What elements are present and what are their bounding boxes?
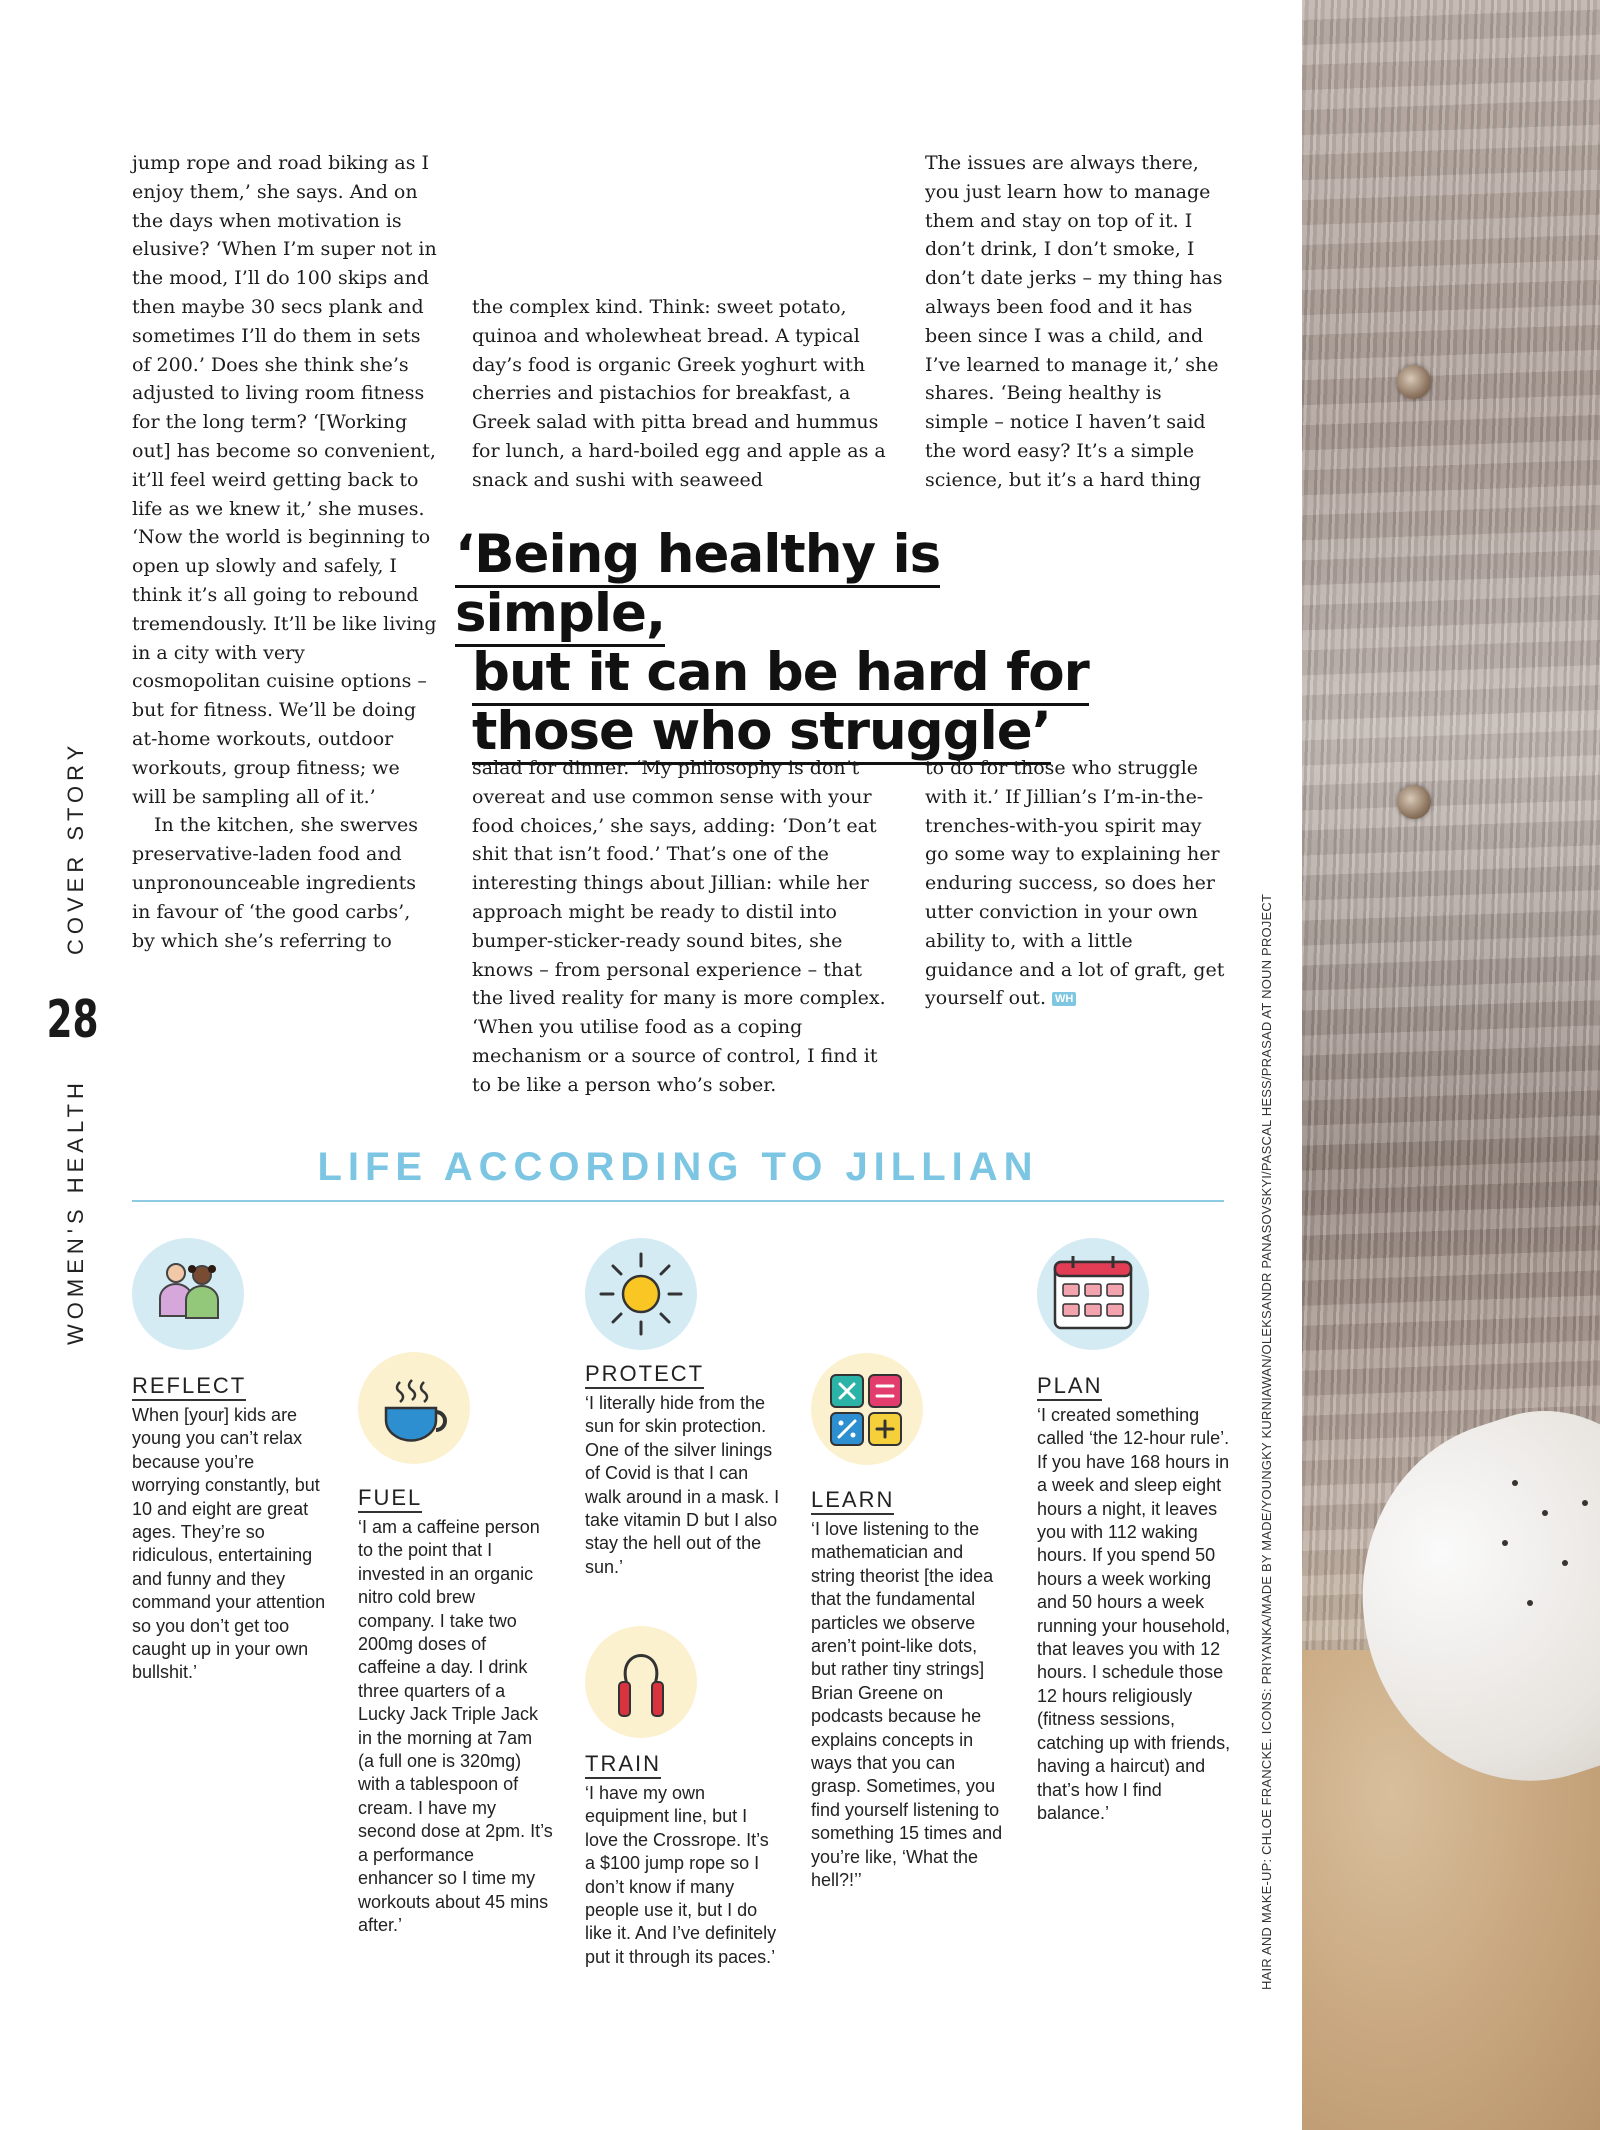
item-text-train: ‘I have my own equipment line, but I love the Crossrope. It’s a $100 jump rope so I don’t know if many people use it, but I do like it. And I’ve definitely put it through its paces.’	[585, 1783, 777, 1967]
running-header	[40, 740, 99, 1355]
item-title-protect: PROTECT	[585, 1362, 704, 1389]
item-title-fuel: FUEL	[358, 1486, 422, 1513]
end-mark: WH	[1052, 992, 1076, 1006]
item-text-fuel: ‘I am a caffeine person to the point that I invested in an organic nitro cold brew company. I take two 200mg doses of caffeine a day. I drink three quarters of a Lucky Jack Triple Jack in the morning at 7am (a full one is 320mg) with a tablespoon of cream. I have my second dose at 2pm. It’s a performance enhancer so I time my workouts about 45 mins after.’	[358, 1517, 553, 1935]
item-title-learn: LEARN	[811, 1488, 894, 1515]
pull-quote-line: ‘Being healthy is simple,	[455, 524, 940, 647]
box-title: LIFE ACCORDING TO JILLIAN	[317, 1145, 1039, 1189]
pull-quote-line: but it can be hard for	[472, 642, 1089, 706]
cover-photo	[1302, 0, 1600, 2130]
box-divider	[132, 1200, 1224, 1202]
sun-icon	[585, 1238, 697, 1350]
article-paragraph: the complex kind. Think: sweet potato, quinoa and wholewheat bread. A typical day’s food is organic Greek yoghurt with cherries and pistachios for breakfast, a Greek salad with pitta bread and hummus for lunch, a hard-boiled egg and apple as a snack and sushi with seaweed	[472, 296, 886, 491]
item-text-plan: ‘I created something called ‘the 12-hour rule’. If you have 168 hours in a week and sleep eight hours a night, it leaves you with 112 waking hours. If you spend 50 hours a week working and 50 hours a week running your household, that leaves you with 12 hours. I schedule those 12 hours religiously (fitness sessions, catching up with friends, having a haircut) and that’s how I find balance.’	[1037, 1405, 1231, 1823]
jump-rope-icon	[585, 1626, 697, 1738]
article-column-1	[132, 149, 437, 955]
article-column-2-top	[472, 293, 892, 495]
photo-credit: HAIR AND MAKE-UP: CHLOE FRANCKE. ICONS: PRIYANKA/MADE BY MADE/YOUNGKY KURNIAWAN/OLEKSANDR PANASOVSKYI/PASCAL HESS/PRASAD AT NOUN PROJECT	[1259, 893, 1274, 1990]
section-label: COVER STORY	[63, 740, 88, 955]
nail-detail	[1397, 785, 1431, 819]
pull-quote	[455, 525, 1155, 761]
article-column-3-top	[925, 149, 1225, 495]
item-title-reflect: REFLECT	[132, 1374, 246, 1401]
pull-quote-line: those who struggle’	[472, 701, 1051, 765]
item-title-plan: PLAN	[1037, 1374, 1102, 1401]
article-paragraph: In the kitchen, she swerves preservative-laden food and unpronounceable ingredients in favour of ‘the good carbs’, by which she’s referring to	[132, 814, 418, 952]
article-column-3-bottom	[925, 754, 1225, 1013]
article-paragraph: jump rope and road biking as I enjoy them,’ she says. And on the days when motivation is elusive? ‘When I’m super not in the mood, I’ll do 100 skips and then maybe 30 secs plank and sometimes I’ll do them in sets of 200.’ Does she think she’s adjusted to living room fitness for the long term? ‘[Working out] has become so convenient, it’ll feel weird getting back to life as we knew it,’ she muses. ‘Now the world is beginning to open up slowly and safely, I think it’s all going to rebound tremendously. It’ll be like living in a city with very cosmopolitan cuisine options – but for fitness. We’ll be doing at-home workouts, outdoor workouts, group fitness; we will be sampling all of it.’	[132, 152, 437, 808]
item-text-reflect: When [your] kids are young you can’t relax because you’re worrying constantly, but 10 and eight are great ages. They’re so ridiculous, entertaining and funny and they command your attention so you don’t get too caught up in your own bullshit.’	[132, 1405, 326, 1683]
coffee-cup-icon	[358, 1352, 470, 1464]
item-text-protect: ‘I literally hide from the sun for skin protection. One of the silver linings of Covid is that I can walk around in a mask. I take vitamin D but I also stay the hell out of the sun.’	[585, 1393, 780, 1577]
item-title-train: TRAIN	[585, 1752, 661, 1779]
article-column-2-bottom	[472, 754, 892, 1100]
page-number: 28	[46, 990, 99, 1050]
article-paragraph: The issues are always there, you just learn how to manage them and stay on top of it. I don’t drink, I don’t smoke, I don’t date jerks – my thing has always been food and it has been since I was a child, and I’ve learned to manage it,’ she shares. ‘Being healthy is simple – notice I haven’t said the word easy? It’s a simple science, but it’s a hard thing	[925, 152, 1223, 491]
article-paragraph: salad for dinner. ‘My philosophy is don’t overeat and use common sense with your food choices,’ she says, adding: ‘Don’t eat shit that isn’t food.’ That’s one of the interesting things about Jillian: while her approach might be ready to distil into bumper-sticker-ready sound bites, she knows – from personal experience – that the lived reality for many is more complex. ‘When you utilise food as a coping mechanism or a source of control, I find it to be like a person who’s sober.	[472, 757, 886, 1096]
calculator-icon	[811, 1353, 923, 1465]
calendar-icon	[1037, 1238, 1149, 1350]
item-text-learn: ‘I love listening to the mathematician and string theorist [the idea that the fundamental particles we observe aren’t point-like dots, but rather tiny strings] Brian Greene on podcasts because he explains concepts in ways that you can grasp. Sometimes, you find yourself listening to something 15 times and you’re like, ‘What the hell?!’’	[811, 1519, 1003, 1891]
nail-detail	[1397, 365, 1431, 399]
people-icon	[132, 1238, 244, 1350]
article-paragraph: to do for those who struggle with it.’ If Jillian’s I’m-in-the-trenches-with-you spirit may go some way to explaining her enduring success, so does her utter conviction in your own ability to, with a little guidance and a lot of graft, get yourself out.	[925, 757, 1225, 1010]
magazine-name: WOMEN'S HEALTH	[63, 1078, 88, 1345]
